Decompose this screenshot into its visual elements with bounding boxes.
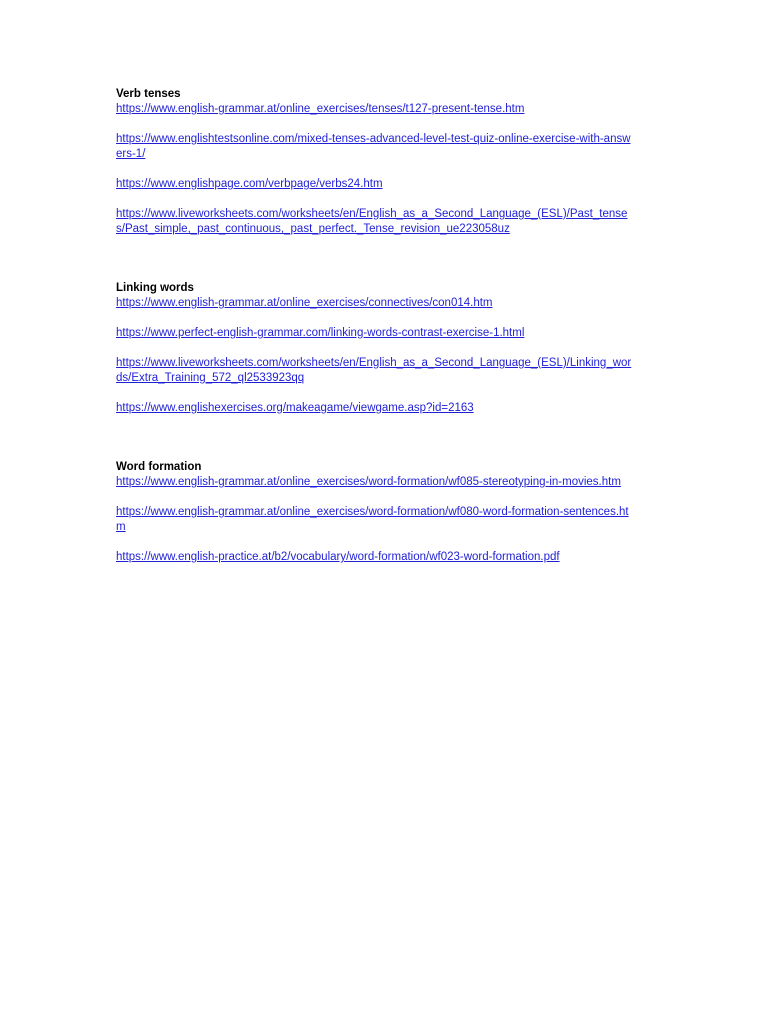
section-heading: Linking words (116, 282, 194, 294)
section-verb-tenses (116, 87, 636, 237)
link-item[interactable]: https://www.english-grammar.at/online_exercises/tenses/t127-present-tense.htm (116, 103, 525, 115)
section-linking-words (116, 281, 636, 416)
link-item[interactable]: https://www.english-grammar.at/online_exercises/word-formation/wf085-stereotyping-in-movies.htm (116, 476, 621, 488)
section-heading: Word formation (116, 461, 202, 473)
document-page (116, 87, 636, 565)
link-item[interactable]: https://www.perfect-english-grammar.com/linking-words-contrast-exercise-1.html (116, 327, 525, 339)
link-item[interactable]: https://www.english-grammar.at/online_exercises/word-formation/wf080-word-formation-sentences.htm (116, 506, 629, 533)
link-item[interactable]: https://www.liveworksheets.com/worksheets/en/English_as_a_Second_Language_(ESL)/Linking_words/Extra_Training_572_ql2533923qq (116, 357, 632, 384)
link-item[interactable]: https://www.english-practice.at/b2/vocabulary/word-formation/wf023-word-formation.pdf (116, 551, 560, 563)
link-item[interactable]: https://www.englishexercises.org/makeagame/viewgame.asp?id=2163 (116, 402, 474, 414)
link-item[interactable]: https://www.englishtestsonline.com/mixed-tenses-advanced-level-test-quiz-online-exercise-with-answers-1/ (116, 133, 631, 160)
link-item[interactable]: https://www.english-grammar.at/online_exercises/connectives/con014.htm (116, 297, 493, 309)
link-item[interactable]: https://www.liveworksheets.com/worksheets/en/English_as_a_Second_Language_(ESL)/Past_tenses/Past_simple,_past_continuous,_past_perfect._Tense_revision_ue223058uz (116, 208, 628, 235)
section-heading: Verb tenses (116, 88, 181, 100)
link-item[interactable]: https://www.englishpage.com/verbpage/verbs24.htm (116, 178, 383, 190)
section-word-formation (116, 460, 636, 565)
